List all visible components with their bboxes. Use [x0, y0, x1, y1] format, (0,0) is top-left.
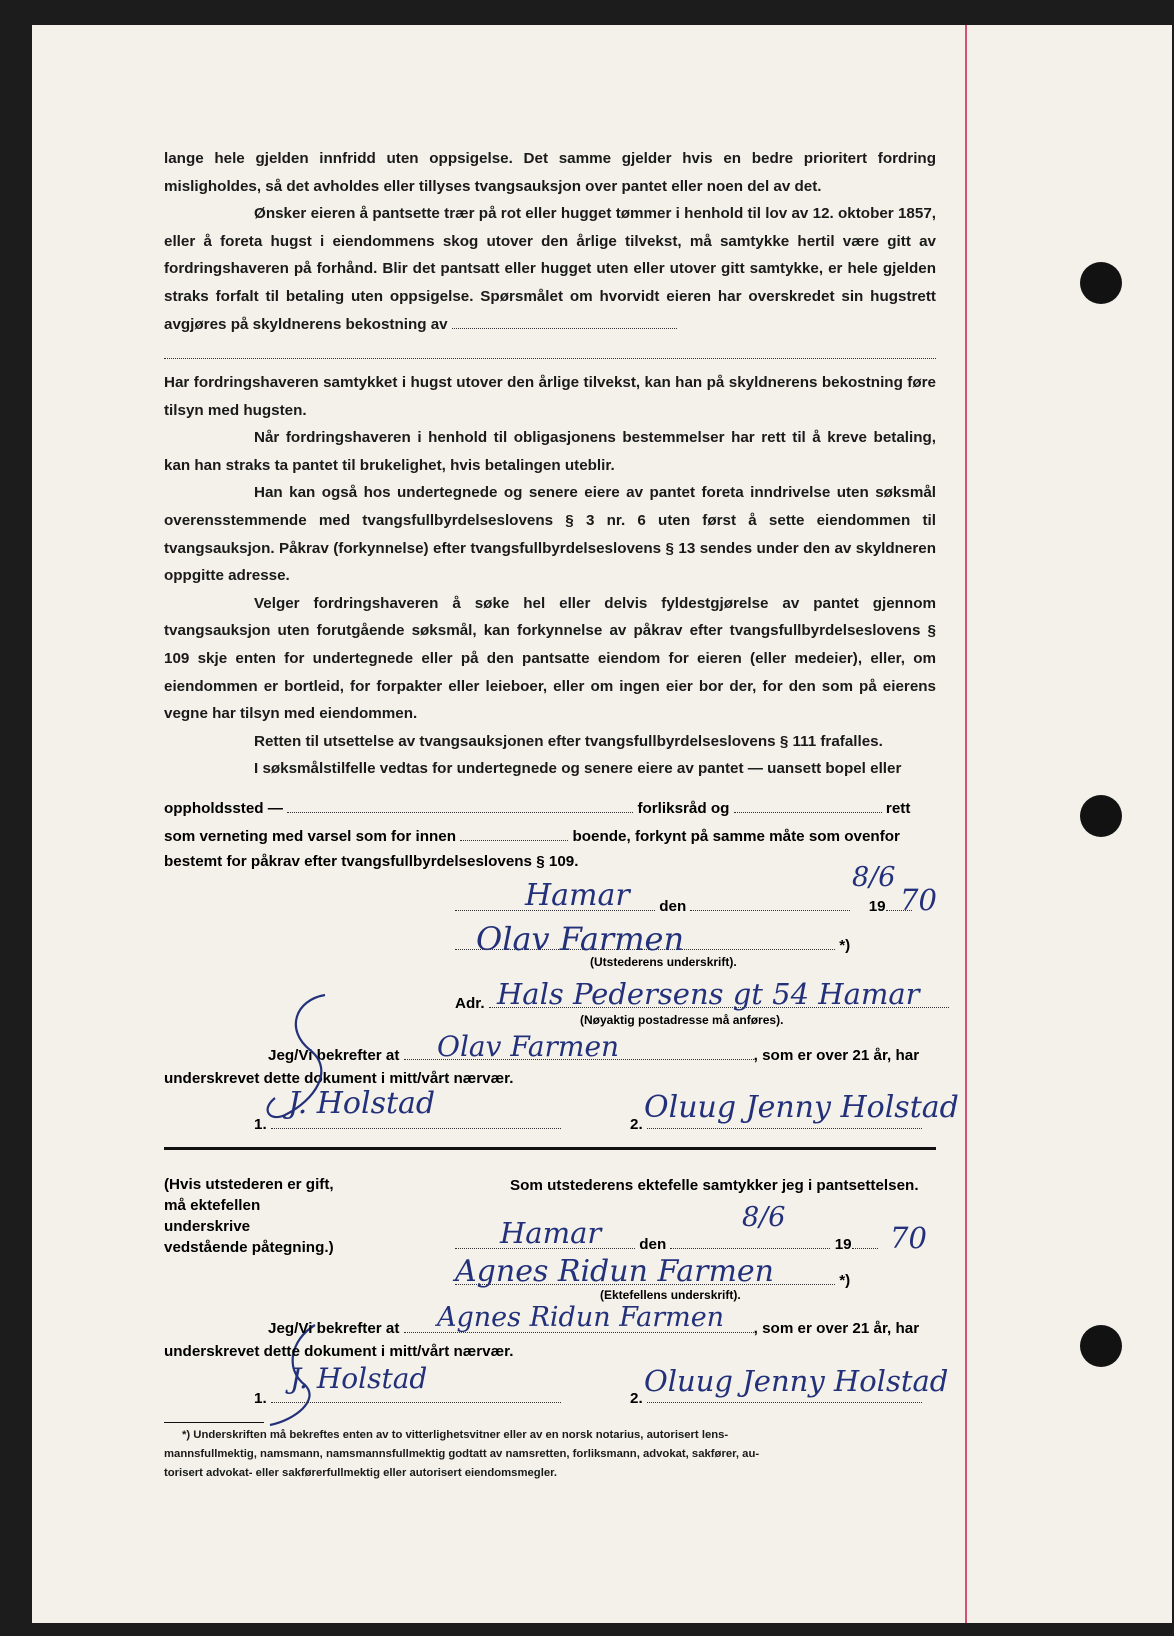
paragraph: Velger fordringshaveren å søke hel eller delvis fyldestgjørelse av pantet gjennom tvangsauksjon uten forutgående søksmål, kan forkynnelse av påkrav efter tvangsfullbyrdelseslovens § 109 skje enten for undertegnede eller på den pantsatte eiendom for eieren (eller medeier), eller, om eiendommen er bortleid, for forpakter eller leieboer, eller om ingen eier bor der, for den som på eierens vegne har tilsyn med eiendommen.	[164, 594, 936, 723]
punch-hole	[1080, 262, 1122, 304]
address-line: Adr.	[455, 992, 949, 1012]
margin-line	[965, 25, 967, 1623]
witness-signed-text: underskrevet dette dokument i mitt/vårt nærvær.	[164, 1070, 514, 1087]
address-caption: (Nøyaktig postadresse må anføres).	[580, 1013, 784, 1027]
witness1-signature: J. Holstad	[288, 1086, 436, 1121]
issuer-signature: Olav Farmen	[476, 920, 685, 958]
blank-line	[460, 825, 568, 841]
blank-line	[852, 1233, 878, 1249]
handwritten-address: Hals Pedersens gt 54 Hamar	[497, 977, 920, 1011]
venue-line-2: som verneting med varsel som for innen boende, forkynt på samme måte som ovenfor	[164, 825, 900, 845]
witness2-2-signature: Oluug Jenny Holstad	[644, 1364, 949, 1398]
witness-confirm-line: Jeg/Vi bekrefter at , som er over 21 år, har	[268, 1044, 919, 1064]
punch-hole	[1080, 795, 1122, 837]
blank-line	[287, 797, 633, 813]
blank-line	[670, 1233, 830, 1249]
witness2-signature: Oluug Jenny Holstad	[644, 1090, 959, 1125]
blank-line	[164, 357, 936, 359]
footnote: *) Underskriften må bekreftes enten av to vitterlighetsvitner eller av en norsk notarius, autorisert lens- mannsfullmektig, namsmann, namsmannsfullmektig godtatt av namsretten, forliksmann, advokat, sakfører, au- torisert advokat- eller sakførerfullmektig eller autorisert eiendomsmegler.	[164, 1429, 760, 1479]
blank-line	[452, 313, 677, 329]
paragraph: Han kan også hos undertegnede og senere eiere av pantet foreta inndrivelse uten søksmål overensstemmende med tvangsfullbyrdelseslovens § 3 nr. 6 uten først å sette eiendommen til tvangsauksjon. Påkrav (forkynnelse) efter tvangsfullbyrdelseslovens § 13 sendes under den av skyldneren oppgitte adresse.	[164, 484, 936, 585]
witness-signature-row: 1.	[254, 1113, 561, 1133]
spouse-handwritten-year: 70	[890, 1221, 927, 1255]
footnote-rule	[164, 1422, 264, 1423]
paragraph: Ønsker eieren å pantsette trær på rot eller hugget tømmer i henhold til lov av 12. oktober 1857, eller å foreta hugst i eiendommens skog utover den årlige tilvekst, må samtykke hertil være gitt av fordringshaveren på forhånd. Blir det pantsatt eller hugget uten eller utover gitt samtykke, er hele gjelden straks forfalt til betaling uten oppsigelse. Spørsmålet om hvorvidt eieren har overskredet sin hugstrett avgjøres på skyldnerens bekostning av	[164, 205, 936, 333]
venue-line-3: bestemt for påkrav efter tvangsfullbyrdelseslovens § 109.	[164, 853, 579, 870]
paragraph: lange hele gjelden innfridd uten oppsigelse. Det samme gjelder hvis en bedre prioritert fordring misligholdes, så det avholdes eller tillyses tvangsauksjon over pantet eller noen del av det.	[164, 150, 936, 195]
spouse-signature-line: *)	[455, 1269, 850, 1289]
issuer-signature-line: *)	[455, 934, 850, 954]
paragraph: Når fordringshaveren i henhold til obligasjonens bestemmelser har rett til å kreve betaling, kan han straks ta pantet til brukelighet, hvis betalingen uteblir.	[164, 429, 936, 474]
paragraph: Retten til utsettelse av tvangsauksjonen efter tvangsfullbyrdelseslovens § 111 frafalles.	[254, 732, 883, 750]
paragraph: Har fordringshaveren samtykket i hugst utover den årlige tilvekst, kan han på skyldnerens bekostning føre tilsyn med hugsten.	[164, 374, 936, 419]
witness-signature-row-2: 2.	[630, 1113, 922, 1133]
handwritten-date: 8/6	[852, 862, 896, 893]
spouse-signature-caption: (Ektefellens underskrift).	[600, 1288, 741, 1302]
body-text-top	[164, 145, 936, 338]
blank-line	[734, 797, 882, 813]
section-divider	[164, 1147, 936, 1150]
paragraph: I søksmålstilfelle vedtas for undertegnede og senere eiere av pantet — uansett bopel eller	[254, 760, 902, 778]
witness2-signature-row: 1.	[254, 1387, 561, 1407]
spouse-handwritten-place: Hamar	[500, 1216, 602, 1250]
handwritten-year: 70	[900, 883, 937, 917]
spouse-handwritten-date: 8/6	[742, 1202, 786, 1233]
handwritten-place: Hamar	[525, 878, 630, 913]
spouse-note: (Hvis utstederen er gift, må ektefellen underskrive vedstående påtegning.)	[164, 1176, 334, 1256]
punch-hole	[1080, 1325, 1122, 1367]
consent-text: Som utstederens ektefelle samtykker jeg i pantsettelsen.	[510, 1177, 919, 1194]
signature-flourish	[255, 990, 385, 1130]
spouse-date-line: den 19	[455, 1233, 878, 1253]
witness2-1-signature: J. Holstad	[290, 1362, 428, 1395]
witness2-signed-text: underskrevet dette dokument i mitt/vårt nærvær.	[164, 1343, 514, 1360]
venue-line-1: oppholdssted — forliksråd og rett	[164, 797, 910, 817]
confirmed-name-handwritten: Olav Farmen	[437, 1030, 620, 1063]
blank-line	[690, 895, 850, 911]
body-text-main	[164, 369, 936, 783]
witness2-signature-row-2: 2.	[630, 1387, 922, 1407]
confirmed-spouse-name-handwritten: Agnes Ridun Farmen	[437, 1302, 725, 1333]
spouse-signature: Agnes Ridun Farmen	[455, 1254, 774, 1289]
witness2-confirm-line: Jeg/Vi bekrefter at , som er over 21 år, har	[268, 1317, 919, 1337]
signature-caption: (Utstederens underskrift).	[590, 955, 737, 969]
issuer-date-line: den 19	[455, 895, 912, 915]
